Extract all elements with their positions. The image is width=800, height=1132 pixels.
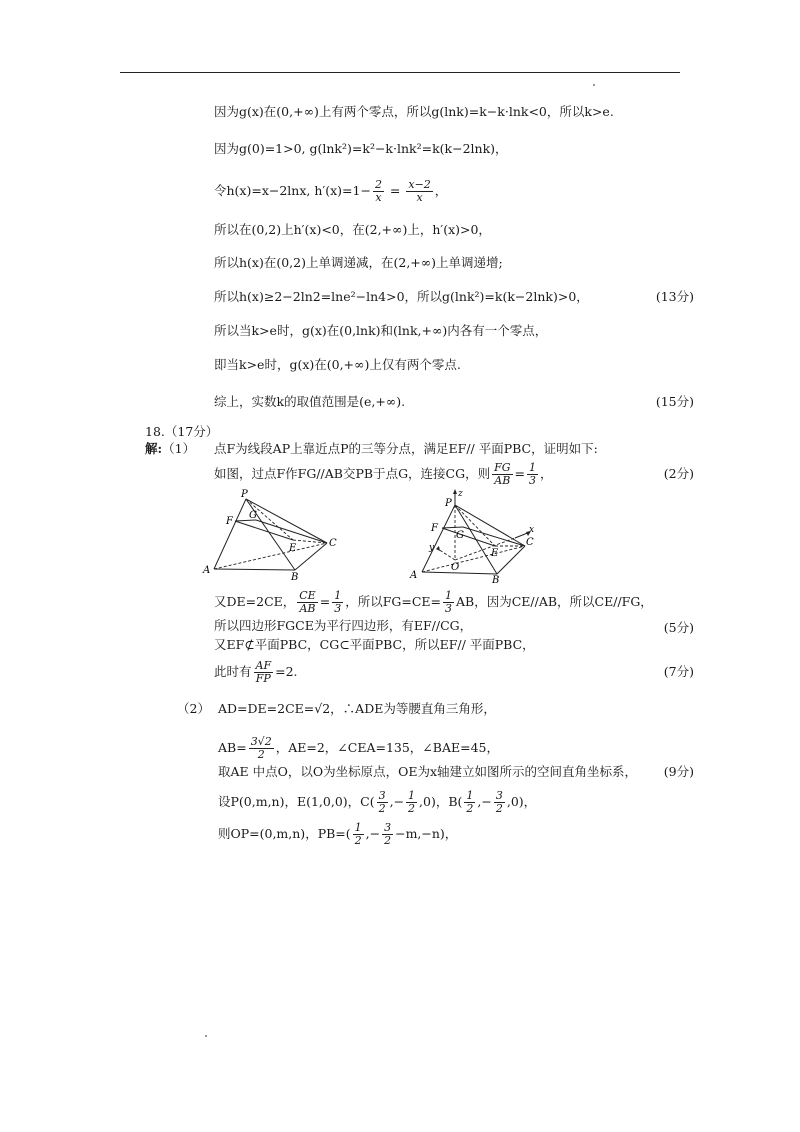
part-2-line-2-suffix: ，AE=2，∠CEA=135，∠BAE=45， — [275, 740, 499, 755]
label-P: P — [241, 489, 248, 500]
equals-two: =2 — [275, 664, 294, 679]
part-1-line-5: 又EF⊄平面PBC，CG⊂平面PBC，所以EF// 平面PBC， — [214, 637, 535, 652]
pyramid-figure-left — [198, 488, 343, 580]
solution-line-6: 所以h(x)≥2−2ln2=lne²−ln4>0，所以g(lnk²)=k(k−2lnk)>0， — [214, 289, 589, 304]
label-O: O — [451, 562, 460, 573]
label-C: C — [329, 538, 337, 549]
fraction-ce-over-ab: $\frac{CE}{AB}$ — [299, 589, 316, 615]
comma-minus: ,− — [365, 826, 381, 841]
line-3-prefix: 令h(x)=x−2lnx, h′(x)=1− — [214, 183, 371, 198]
fraction-fg-over-ab: $\frac{FG}{AB}$ — [494, 461, 511, 487]
comma-minus: ,− — [477, 794, 492, 809]
jie-label: 解: — [145, 441, 163, 456]
part-2-number: （2） — [177, 701, 210, 716]
solution-line-2: 因为g(0)=1>0, g(lnk²)=k²−k·lnk²=k(k−2lnk)， — [214, 141, 508, 156]
fraction-x-minus-2-over-x: $\frac{x-2}{x}$ — [408, 178, 431, 204]
pyramid-figure-right — [400, 488, 540, 584]
fraction-pb-y: $\frac{3}{2}$ — [384, 821, 392, 847]
score-2: (2分) — [663, 466, 694, 481]
solution-line-8: 即当k>e时，g(x)在(0,+∞)上仅有两个零点. — [214, 357, 461, 372]
label-G: G — [249, 510, 257, 521]
fraction-one-third: $\frac{1}{3}$ — [334, 589, 342, 615]
fraction-c-y: $\frac{1}{2}$ — [408, 789, 416, 815]
part-2-line-5-text: 则OP=(0,m,n)，PB=( — [218, 826, 351, 841]
solution-line-7: 所以当k>e时，g(x)在(0,lnk)和(lnk,+∞)内各有一个零点， — [214, 323, 548, 338]
part-2-line-4-mid: ,0)，B( — [419, 794, 463, 809]
part-1-line-2-text: 如图，过点F作FG//AB交PB于点G，连接CG，则 — [214, 466, 491, 481]
part-2-line-5 — [218, 822, 457, 847]
equals-sign: = — [319, 594, 331, 609]
label-P: P — [445, 498, 452, 509]
part-2-line-3: 取AE 中点O，以O为坐标原点，OE为x轴建立如图所示的空间直角坐标系， — [218, 764, 638, 779]
fraction-b-y: $\frac{3}{2}$ — [495, 789, 503, 815]
solution-line-5: 所以h(x)在(0,2)上单调递减，在(2,+∞)上单调递增; — [214, 255, 503, 270]
solution-label — [145, 441, 195, 457]
part-1-line-4: 所以四边形FGCE为平行四边形，有EF//CG， — [214, 618, 473, 633]
fraction-one-third: $\frac{1}{3}$ — [529, 461, 537, 487]
line-3-equals: = — [385, 183, 405, 198]
part-1-line-3-suffix: AB，因为CE//AB，所以CE//FG， — [456, 594, 653, 609]
label-A: A — [203, 565, 211, 576]
label-F: F — [226, 516, 233, 527]
label-z: z — [458, 489, 463, 499]
scan-speck — [593, 84, 595, 86]
label-B: B — [291, 572, 299, 580]
label-E: E — [491, 548, 499, 559]
solution-line-4: 所以在(0,2)上h′(x)<0，在(2,+∞)上，h′(x)>0， — [214, 222, 491, 237]
fraction-one-third: $\frac{1}{3}$ — [445, 589, 452, 615]
part-2-line-4 — [218, 790, 536, 815]
score-9: (9分) — [663, 764, 694, 779]
part-2-line-2 — [218, 736, 499, 761]
part-1-line-3-text: 又DE=2CE， — [214, 594, 296, 609]
score-5: (5分) — [663, 620, 694, 635]
part-2-line-1: AD=DE=2CE=√2，∴ADE为等腰直角三角形， — [218, 701, 496, 716]
scan-speck — [205, 1035, 207, 1037]
question-18-heading: 18.（17分） — [145, 424, 219, 439]
fraction-pb-x: $\frac{1}{2}$ — [354, 821, 362, 847]
label-B: B — [492, 575, 500, 584]
label-C: C — [526, 537, 534, 548]
solution-line-9: 综上，实数k的取值范围是(e,+∞). — [214, 394, 406, 409]
header-rule — [120, 72, 680, 73]
part-1-number: （1） — [162, 441, 196, 456]
part-1-line-3 — [214, 590, 653, 615]
part-1-line-6 — [214, 660, 298, 685]
score-7: (7分) — [663, 664, 694, 679]
equals-sign: = — [514, 466, 526, 481]
part-1-line-3-mid: ，所以FG=CE= — [345, 594, 441, 609]
part-2-line-4-suffix: ,0)， — [506, 794, 537, 809]
label-E: E — [289, 543, 297, 554]
part-2-line-4-text: 设P(0,m,n)，E(1,0,0)，C( — [218, 794, 375, 809]
label-F: F — [431, 523, 438, 534]
fraction-2-over-x: $\frac{2}{x}$ — [374, 178, 382, 204]
solution-line-3 — [214, 179, 447, 204]
score-13: (13分) — [655, 289, 694, 304]
label-x: x — [529, 525, 535, 535]
fraction-3root2-over-2: $\frac{3√2}{2}$ — [250, 735, 272, 761]
label-A: A — [410, 570, 418, 581]
comma-minus: ,− — [389, 794, 405, 809]
part-2-line-2-text: AB= — [218, 740, 247, 755]
line-3-suffix: ， — [434, 183, 448, 198]
part-1-line-6-text: 此时有 — [214, 664, 252, 679]
score-15: (15分) — [655, 394, 694, 409]
solution-line-1: 因为g(x)在(0,+∞)上有两个零点，所以g(lnk)=k−k·lnk<0，所以k>e. — [214, 104, 614, 119]
fraction-af-over-fp: $\frac{AF}{FP}$ — [255, 659, 272, 685]
part-1-line-6-suffix: . — [293, 664, 298, 679]
label-y: y — [429, 543, 435, 553]
y-axis-arrow — [436, 546, 440, 551]
z-axis-arrow — [453, 489, 457, 494]
part-2-line-5-suffix: −m,−n)， — [395, 826, 458, 841]
part-1-line-1: 点F为线段AP上靠近点P的三等分点，满足EF// 平面PBC，证明如下: — [214, 441, 598, 456]
fraction-c-x: $\frac{3}{2}$ — [378, 789, 386, 815]
part-1-line-2 — [214, 462, 553, 487]
part-1-line-2-suffix: ， — [540, 466, 553, 481]
fraction-b-x: $\frac{1}{2}$ — [466, 789, 474, 815]
label-G: G — [456, 530, 464, 541]
